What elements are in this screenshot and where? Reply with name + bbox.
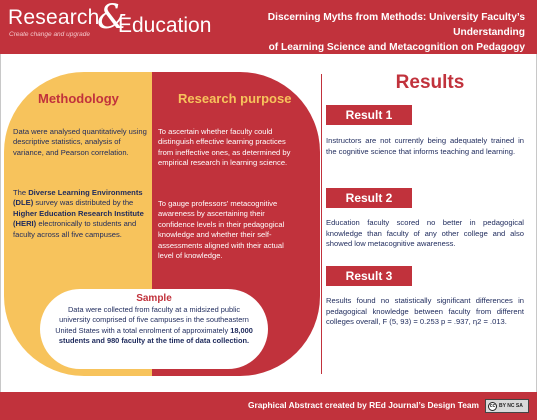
sample-box	[40, 289, 268, 369]
logo-ampersand: &	[97, 0, 128, 37]
methodology-paragraph-2: The Diverse Learning Environments (DLE) survey was distributed by the Higher Education Research Institute (HERI) electronically to students and faculty across all five campuses.	[13, 188, 144, 239]
column-divider	[321, 74, 322, 374]
license-label: BY NC SA	[499, 403, 523, 409]
result-3-text: Results found no statistically significant differences in pedagogical knowledge between faculty from different colleges overall, F (5, 93) = 0.253 p = .937, η2 = .013.	[326, 296, 524, 327]
research-purpose-heading: Research purpose	[178, 91, 292, 106]
sample-text: Data were collected from faculty at a midsized public university comprised of five campuses in the southeastern United States with a total enrolment of approximately 18,000 students and 980 faculty at the time of data collection.	[55, 305, 253, 346]
result-2-text: Education faculty scored no better in pedagogical knowledge than faculty of any other college and also showed low metacognitive awareness.	[326, 218, 524, 249]
header-banner	[0, 0, 537, 54]
result-1-text: Instructors are not currently being adequately trained in the cognitive science that informs teaching and learning.	[326, 136, 524, 156]
methodology-paragraph-1: Data were analysed quantitatively using descriptive statistics, analysis of variance, and Pearson correlation.	[13, 127, 147, 157]
footer-banner	[0, 392, 537, 420]
research-purpose-paragraph-2: To gauge professors’ metacognitive awareness by ascertaining their confidence levels in their pedagogical knowledge and whether their self- assessments aligned with their actual level of knowledge.	[158, 199, 285, 261]
results-heading: Results	[395, 72, 465, 93]
footer-credit: Graphical Abstract created by REd Journal’s Design Team	[247, 400, 479, 410]
cc-icon: cc	[489, 402, 496, 409]
logo-education-text: Education	[118, 14, 212, 37]
result-2-badge: Result 2	[326, 188, 412, 208]
title-line-2: of Learning Science and Metacognition on Pedagogy	[268, 42, 525, 53]
logo-tagline: Create change and upgrade	[9, 31, 90, 38]
logo-research-text: Research	[8, 6, 100, 29]
methodology-heading: Methodology	[38, 91, 119, 106]
result-3-badge: Result 3	[326, 266, 412, 286]
page-title	[195, 10, 525, 55]
result-1-badge: Result 1	[326, 105, 412, 125]
sample-heading: Sample	[136, 293, 172, 304]
research-purpose-paragraph-1: To ascertain whether faculty could distinguish effective learning practices from ineffective ones, as determined by empirical research in learning science.	[158, 127, 291, 168]
title-line-1: Discerning Myths from Methods: University Faculty’s Understanding	[267, 12, 525, 38]
creative-commons-license-badge[interactable]	[485, 399, 529, 413]
